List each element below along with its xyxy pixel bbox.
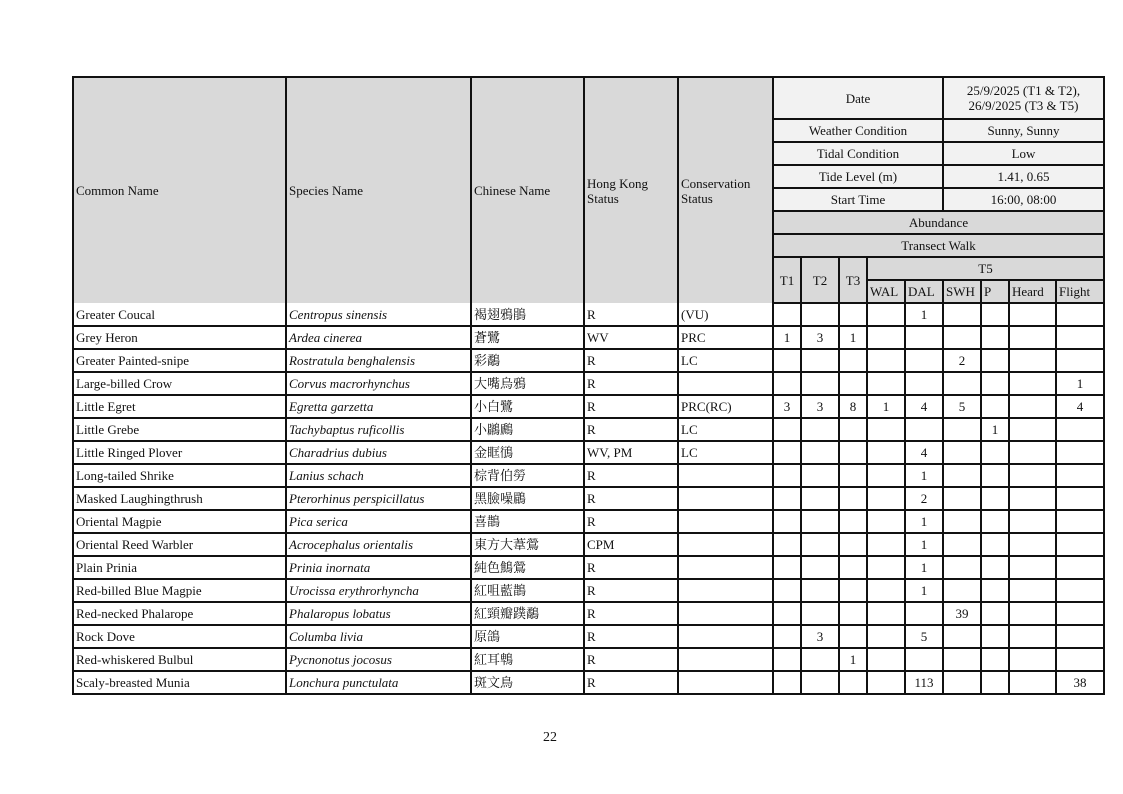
count-t5-swh-cell: 2 — [943, 349, 981, 372]
count-t2-cell: 3 — [801, 326, 839, 349]
t5-sub-wal: WAL — [867, 280, 905, 303]
count-t3-cell — [839, 533, 867, 556]
count-t3-cell — [839, 487, 867, 510]
start-time-label: Start Time — [773, 188, 943, 211]
chinese-name-cell: 原鴿 — [471, 625, 584, 648]
count-t5-heard-cell — [1009, 625, 1056, 648]
t5-sub-dal: DAL — [905, 280, 943, 303]
count-t5-swh-cell — [943, 464, 981, 487]
species-name-cell: Egretta garzetta — [286, 395, 471, 418]
count-t2-cell — [801, 441, 839, 464]
species-name-cell: Tachybaptus ruficollis — [286, 418, 471, 441]
chinese-name-cell: 斑文鳥 — [471, 671, 584, 694]
count-t5-swh-cell: 5 — [943, 395, 981, 418]
common-name-cell: Red-necked Phalarope — [73, 602, 286, 625]
table-row — [73, 303, 1104, 326]
hk-status-cell: R — [584, 487, 678, 510]
count-t5-heard-cell — [1009, 464, 1056, 487]
count-t3-cell: 1 — [839, 326, 867, 349]
species-name-cell: Pterorhinus perspicillatus — [286, 487, 471, 510]
count-t5-wal-cell — [867, 464, 905, 487]
t1-header: T1 — [773, 257, 801, 303]
count-t3-cell — [839, 418, 867, 441]
table-row — [73, 648, 1104, 671]
species-name-cell: Rostratula benghalensis — [286, 349, 471, 372]
species-name-cell: Ardea cinerea — [286, 326, 471, 349]
count-t5-p-cell: 1 — [981, 418, 1009, 441]
conservation-status-cell — [678, 671, 773, 694]
conservation-status-cell: PRC(RC) — [678, 395, 773, 418]
count-t5-wal-cell — [867, 671, 905, 694]
count-t5-dal-cell: 5 — [905, 625, 943, 648]
conservation-status-cell — [678, 625, 773, 648]
hk-status-cell: R — [584, 671, 678, 694]
table-row — [73, 464, 1104, 487]
tidal-value: Low — [943, 142, 1104, 165]
count-t5-flight-cell — [1056, 464, 1104, 487]
common-name-cell: Red-whiskered Bulbul — [73, 648, 286, 671]
count-t1-cell — [773, 533, 801, 556]
chinese-name-cell: 棕背伯勞 — [471, 464, 584, 487]
count-t5-swh-cell — [943, 625, 981, 648]
count-t5-heard-cell — [1009, 349, 1056, 372]
t5-sub-heard: Heard — [1009, 280, 1056, 303]
count-t3-cell — [839, 671, 867, 694]
count-t1-cell — [773, 579, 801, 602]
count-t2-cell — [801, 510, 839, 533]
hk-status-cell: R — [584, 418, 678, 441]
count-t5-wal-cell — [867, 533, 905, 556]
count-t5-swh-cell: 39 — [943, 602, 981, 625]
header-chinese-name: Chinese Name — [471, 77, 584, 303]
count-t1-cell — [773, 487, 801, 510]
count-t5-flight-cell — [1056, 441, 1104, 464]
count-t5-swh-cell — [943, 326, 981, 349]
count-t1-cell — [773, 372, 801, 395]
conservation-status-cell — [678, 579, 773, 602]
common-name-cell: Little Egret — [73, 395, 286, 418]
chinese-name-cell: 喜鵲 — [471, 510, 584, 533]
conservation-status-cell: LC — [678, 418, 773, 441]
hk-status-cell: R — [584, 349, 678, 372]
conservation-status-cell: LC — [678, 349, 773, 372]
count-t5-dal-cell — [905, 418, 943, 441]
count-t5-flight-cell — [1056, 579, 1104, 602]
count-t5-heard-cell — [1009, 671, 1056, 694]
count-t1-cell — [773, 602, 801, 625]
hk-status-cell: R — [584, 602, 678, 625]
chinese-name-cell: 純色鷦鶯 — [471, 556, 584, 579]
conservation-status-cell — [678, 510, 773, 533]
common-name-cell: Greater Painted-snipe — [73, 349, 286, 372]
conservation-status-cell — [678, 464, 773, 487]
count-t3-cell — [839, 372, 867, 395]
hk-status-cell: R — [584, 648, 678, 671]
count-t5-p-cell — [981, 579, 1009, 602]
count-t5-flight-cell — [1056, 556, 1104, 579]
chinese-name-cell: 東方大葦鶯 — [471, 533, 584, 556]
chinese-name-cell: 褐翅鴉鵑 — [471, 303, 584, 326]
count-t5-dal-cell: 1 — [905, 464, 943, 487]
count-t5-heard-cell — [1009, 648, 1056, 671]
count-t5-heard-cell — [1009, 533, 1056, 556]
table-row — [73, 533, 1104, 556]
count-t3-cell — [839, 510, 867, 533]
chinese-name-cell: 紅頸瓣蹼鷸 — [471, 602, 584, 625]
count-t3-cell — [839, 349, 867, 372]
count-t5-flight-cell — [1056, 648, 1104, 671]
count-t5-p-cell — [981, 372, 1009, 395]
table-row — [73, 602, 1104, 625]
count-t5-flight-cell: 4 — [1056, 395, 1104, 418]
common-name-cell: Little Grebe — [73, 418, 286, 441]
hk-status-cell: CPM — [584, 533, 678, 556]
t5-header: T5 — [867, 257, 1104, 280]
chinese-name-cell: 小鸊鷉 — [471, 418, 584, 441]
chinese-name-cell: 蒼鷺 — [471, 326, 584, 349]
table-row — [73, 556, 1104, 579]
count-t3-cell: 1 — [839, 648, 867, 671]
count-t5-p-cell — [981, 648, 1009, 671]
count-t2-cell — [801, 648, 839, 671]
hk-status-cell: WV — [584, 326, 678, 349]
count-t5-dal-cell: 4 — [905, 395, 943, 418]
header-hk-status: Hong Kong Status — [584, 77, 678, 303]
count-t5-flight-cell — [1056, 303, 1104, 326]
count-t5-dal-cell: 1 — [905, 579, 943, 602]
count-t2-cell — [801, 418, 839, 441]
tide-level-value: 1.41, 0.65 — [943, 165, 1104, 188]
conservation-status-cell — [678, 487, 773, 510]
table-row — [73, 579, 1104, 602]
count-t5-swh-cell — [943, 487, 981, 510]
count-t5-dal-cell: 1 — [905, 510, 943, 533]
count-t5-heard-cell — [1009, 326, 1056, 349]
header-conservation-status: Conservation Status — [678, 77, 773, 303]
t3-header: T3 — [839, 257, 867, 303]
count-t5-heard-cell — [1009, 418, 1056, 441]
species-name-cell: Prinia inornata — [286, 556, 471, 579]
count-t2-cell — [801, 464, 839, 487]
hk-status-cell: R — [584, 625, 678, 648]
count-t2-cell — [801, 349, 839, 372]
count-t5-flight-cell — [1056, 510, 1104, 533]
count-t2-cell — [801, 579, 839, 602]
count-t5-wal-cell — [867, 487, 905, 510]
count-t5-wal-cell — [867, 602, 905, 625]
table-row — [73, 372, 1104, 395]
common-name-cell: Masked Laughingthrush — [73, 487, 286, 510]
count-t5-p-cell — [981, 625, 1009, 648]
count-t5-wal-cell — [867, 579, 905, 602]
conservation-status-cell — [678, 556, 773, 579]
count-t2-cell — [801, 303, 839, 326]
count-t5-dal-cell: 4 — [905, 441, 943, 464]
count-t1-cell — [773, 418, 801, 441]
hk-status-cell: R — [584, 579, 678, 602]
count-t3-cell: 8 — [839, 395, 867, 418]
hk-status-cell: WV, PM — [584, 441, 678, 464]
count-t5-flight-cell: 38 — [1056, 671, 1104, 694]
common-name-cell: Little Ringed Plover — [73, 441, 286, 464]
table-row — [73, 441, 1104, 464]
table-row — [73, 395, 1104, 418]
count-t3-cell — [839, 303, 867, 326]
chinese-name-cell: 金眶鴴 — [471, 441, 584, 464]
count-t5-dal-cell — [905, 326, 943, 349]
count-t5-p-cell — [981, 326, 1009, 349]
conservation-status-cell — [678, 533, 773, 556]
count-t5-flight-cell — [1056, 533, 1104, 556]
chinese-name-cell: 紅耳鵯 — [471, 648, 584, 671]
hk-status-cell: R — [584, 395, 678, 418]
hk-status-cell: R — [584, 372, 678, 395]
count-t5-swh-cell — [943, 510, 981, 533]
count-t5-wal-cell — [867, 349, 905, 372]
count-t5-heard-cell — [1009, 487, 1056, 510]
species-name-cell: Phalaropus lobatus — [286, 602, 471, 625]
count-t5-wal-cell — [867, 510, 905, 533]
count-t3-cell — [839, 625, 867, 648]
weather-label: Weather Condition — [773, 119, 943, 142]
count-t2-cell — [801, 533, 839, 556]
count-t5-wal-cell — [867, 418, 905, 441]
species-name-cell: Corvus macrorhynchus — [286, 372, 471, 395]
count-t5-p-cell — [981, 441, 1009, 464]
count-t5-wal-cell — [867, 326, 905, 349]
t5-sub-flight: Flight — [1056, 280, 1104, 303]
species-name-cell: Pycnonotus jocosus — [286, 648, 471, 671]
count-t2-cell — [801, 487, 839, 510]
count-t5-p-cell — [981, 510, 1009, 533]
count-t5-wal-cell — [867, 441, 905, 464]
species-name-cell: Columba livia — [286, 625, 471, 648]
count-t5-swh-cell — [943, 671, 981, 694]
date-value: 25/9/2025 (T1 & T2), 26/9/2025 (T3 & T5) — [943, 77, 1104, 119]
count-t5-heard-cell — [1009, 441, 1056, 464]
species-name-cell: Lanius schach — [286, 464, 471, 487]
count-t1-cell — [773, 510, 801, 533]
page-number: 22 — [543, 730, 557, 745]
conservation-status-cell — [678, 648, 773, 671]
count-t1-cell: 3 — [773, 395, 801, 418]
table-row — [73, 418, 1104, 441]
common-name-cell: Long-tailed Shrike — [73, 464, 286, 487]
conservation-status-cell: (VU) — [678, 303, 773, 326]
count-t5-p-cell — [981, 533, 1009, 556]
species-name-cell: Urocissa erythrorhyncha — [286, 579, 471, 602]
tidal-label: Tidal Condition — [773, 142, 943, 165]
count-t3-cell — [839, 556, 867, 579]
count-t1-cell — [773, 625, 801, 648]
count-t3-cell — [839, 464, 867, 487]
species-name-cell: Charadrius dubius — [286, 441, 471, 464]
count-t5-dal-cell: 2 — [905, 487, 943, 510]
chinese-name-cell: 黑臉噪鶥 — [471, 487, 584, 510]
count-t5-wal-cell — [867, 556, 905, 579]
count-t1-cell: 1 — [773, 326, 801, 349]
count-t5-dal-cell — [905, 372, 943, 395]
count-t5-dal-cell — [905, 648, 943, 671]
count-t5-heard-cell — [1009, 602, 1056, 625]
count-t2-cell: 3 — [801, 395, 839, 418]
count-t5-p-cell — [981, 395, 1009, 418]
count-t5-flight-cell — [1056, 326, 1104, 349]
count-t5-swh-cell — [943, 556, 981, 579]
count-t2-cell — [801, 556, 839, 579]
count-t5-wal-cell — [867, 625, 905, 648]
hk-status-cell: R — [584, 303, 678, 326]
chinese-name-cell: 大嘴烏鴉 — [471, 372, 584, 395]
count-t3-cell — [839, 602, 867, 625]
header-species-name: Species Name — [286, 77, 471, 303]
count-t2-cell — [801, 602, 839, 625]
hk-status-cell: R — [584, 510, 678, 533]
count-t5-swh-cell — [943, 648, 981, 671]
date-label: Date — [773, 77, 943, 119]
conservation-status-cell: LC — [678, 441, 773, 464]
count-t5-flight-cell — [1056, 418, 1104, 441]
count-t3-cell — [839, 579, 867, 602]
count-t5-dal-cell: 113 — [905, 671, 943, 694]
species-name-cell: Centropus sinensis — [286, 303, 471, 326]
start-time-value: 16:00, 08:00 — [943, 188, 1104, 211]
count-t5-flight-cell — [1056, 625, 1104, 648]
t5-sub-swh: SWH — [943, 280, 981, 303]
count-t5-p-cell — [981, 671, 1009, 694]
count-t1-cell — [773, 464, 801, 487]
count-t5-dal-cell: 1 — [905, 303, 943, 326]
count-t2-cell: 3 — [801, 625, 839, 648]
common-name-cell: Large-billed Crow — [73, 372, 286, 395]
common-name-cell: Oriental Magpie — [73, 510, 286, 533]
tide-level-label: Tide Level (m) — [773, 165, 943, 188]
count-t5-wal-cell — [867, 303, 905, 326]
count-t5-flight-cell — [1056, 602, 1104, 625]
table-row — [73, 625, 1104, 648]
count-t5-heard-cell — [1009, 372, 1056, 395]
conservation-status-cell — [678, 602, 773, 625]
bird-survey-table — [72, 76, 1105, 695]
count-t3-cell — [839, 441, 867, 464]
count-t1-cell — [773, 556, 801, 579]
hk-status-cell: R — [584, 556, 678, 579]
count-t1-cell — [773, 671, 801, 694]
weather-value: Sunny, Sunny — [943, 119, 1104, 142]
common-name-cell: Greater Coucal — [73, 303, 286, 326]
conservation-status-cell — [678, 372, 773, 395]
count-t1-cell — [773, 441, 801, 464]
count-t2-cell — [801, 372, 839, 395]
count-t5-p-cell — [981, 487, 1009, 510]
table-row — [73, 671, 1104, 694]
count-t5-swh-cell — [943, 533, 981, 556]
count-t5-swh-cell — [943, 441, 981, 464]
common-name-cell: Rock Dove — [73, 625, 286, 648]
count-t5-heard-cell — [1009, 556, 1056, 579]
species-name-cell: Pica serica — [286, 510, 471, 533]
count-t5-swh-cell — [943, 579, 981, 602]
chinese-name-cell: 彩鷸 — [471, 349, 584, 372]
common-name-cell: Scaly-breasted Munia — [73, 671, 286, 694]
count-t5-swh-cell — [943, 372, 981, 395]
count-t5-p-cell — [981, 303, 1009, 326]
count-t5-dal-cell — [905, 602, 943, 625]
count-t1-cell — [773, 303, 801, 326]
count-t5-dal-cell: 1 — [905, 533, 943, 556]
count-t5-p-cell — [981, 602, 1009, 625]
count-t5-p-cell — [981, 349, 1009, 372]
count-t5-dal-cell — [905, 349, 943, 372]
count-t5-dal-cell: 1 — [905, 556, 943, 579]
count-t1-cell — [773, 349, 801, 372]
count-t5-flight-cell — [1056, 349, 1104, 372]
table-row — [73, 510, 1104, 533]
table-row — [73, 487, 1104, 510]
count-t5-flight-cell — [1056, 487, 1104, 510]
count-t2-cell — [801, 671, 839, 694]
header-common-name: Common Name — [73, 77, 286, 303]
count-t5-p-cell — [981, 556, 1009, 579]
t2-header: T2 — [801, 257, 839, 303]
count-t5-heard-cell — [1009, 579, 1056, 602]
species-name-cell: Acrocephalus orientalis — [286, 533, 471, 556]
species-name-cell: Lonchura punctulata — [286, 671, 471, 694]
table-row — [73, 326, 1104, 349]
transect-walk-header: Transect Walk — [773, 234, 1104, 257]
common-name-cell: Red-billed Blue Magpie — [73, 579, 286, 602]
chinese-name-cell: 小白鷺 — [471, 395, 584, 418]
count-t5-p-cell — [981, 464, 1009, 487]
count-t5-wal-cell — [867, 372, 905, 395]
count-t5-flight-cell: 1 — [1056, 372, 1104, 395]
count-t5-wal-cell: 1 — [867, 395, 905, 418]
conservation-status-cell: PRC — [678, 326, 773, 349]
count-t5-heard-cell — [1009, 395, 1056, 418]
abundance-header: Abundance — [773, 211, 1104, 234]
hk-status-cell: R — [584, 464, 678, 487]
common-name-cell: Oriental Reed Warbler — [73, 533, 286, 556]
common-name-cell: Grey Heron — [73, 326, 286, 349]
count-t5-swh-cell — [943, 418, 981, 441]
count-t5-swh-cell — [943, 303, 981, 326]
common-name-cell: Plain Prinia — [73, 556, 286, 579]
count-t5-heard-cell — [1009, 510, 1056, 533]
table-row — [73, 349, 1104, 372]
t5-sub-p: P — [981, 280, 1009, 303]
count-t5-heard-cell — [1009, 303, 1056, 326]
count-t5-wal-cell — [867, 648, 905, 671]
count-t1-cell — [773, 648, 801, 671]
chinese-name-cell: 紅咀藍鵲 — [471, 579, 584, 602]
